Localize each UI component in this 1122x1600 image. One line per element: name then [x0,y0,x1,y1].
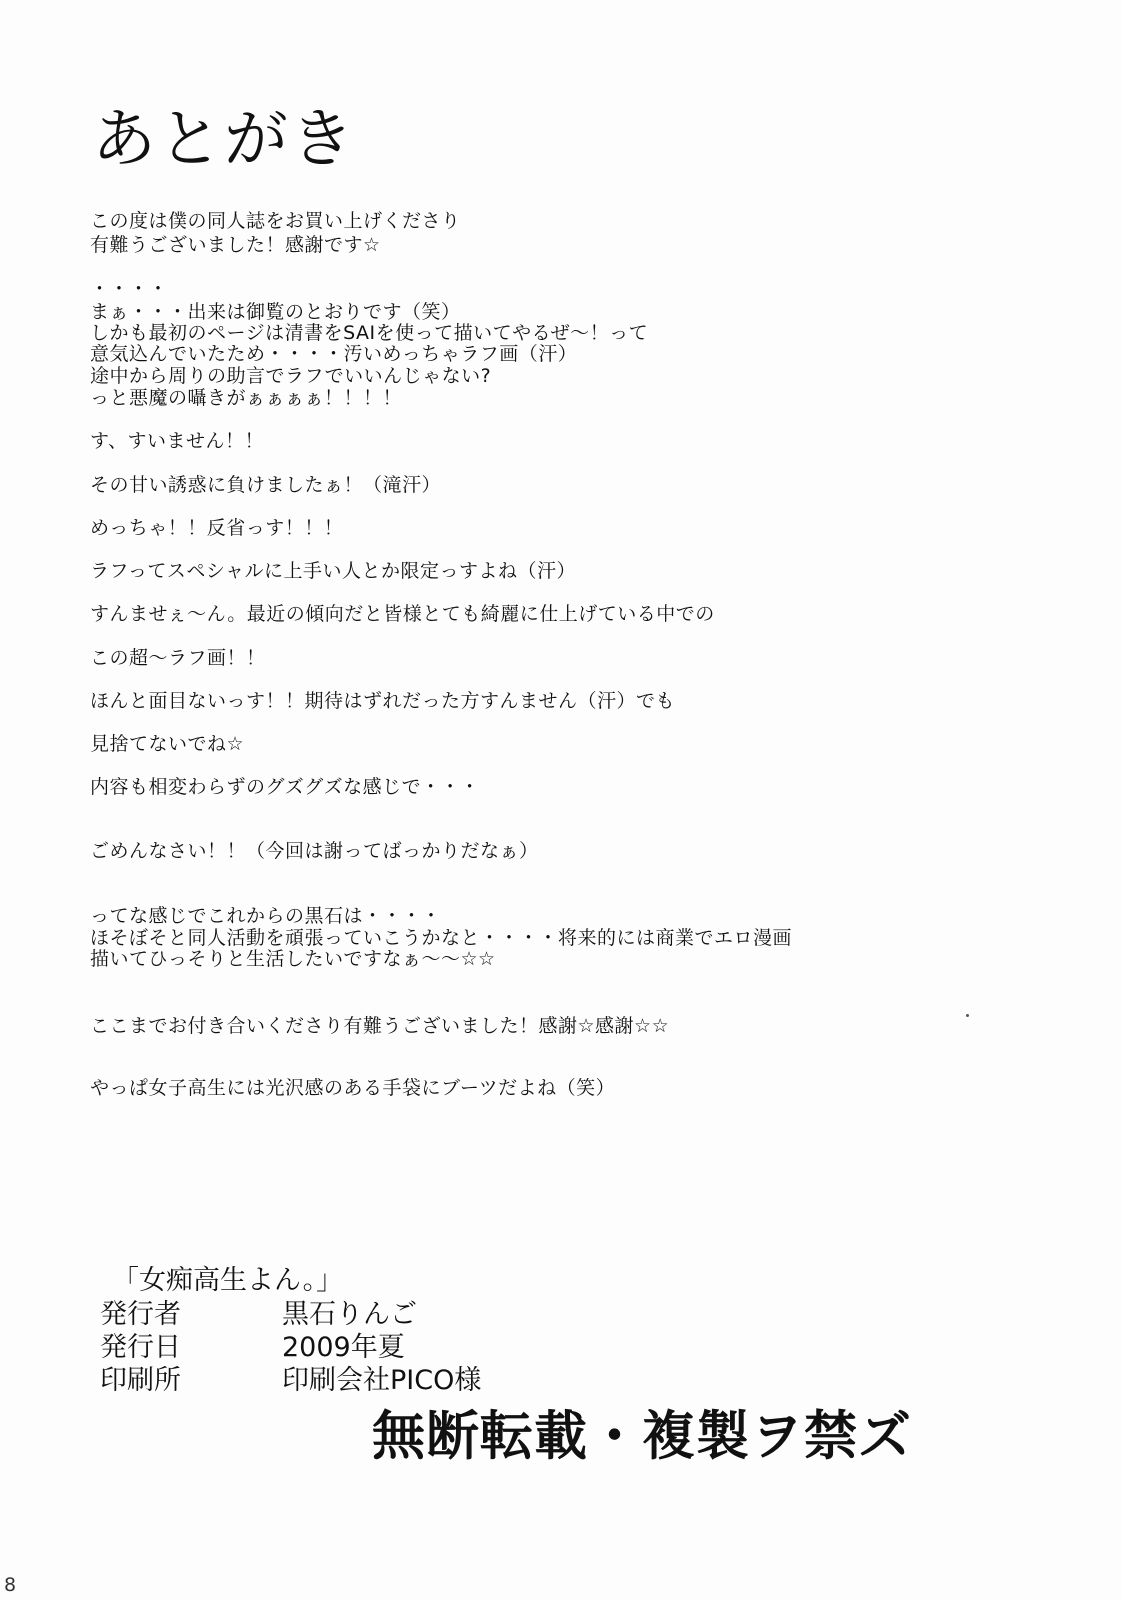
body-line: す、すいません！！ [90,430,264,452]
body-line: ってな感じでこれからの黒石は・・・・ [90,905,442,927]
body-line: 見捨てないでね☆ [90,733,245,755]
page-number: 8 [4,1574,17,1596]
body-line: ラフってスペシャルに上手い人とか限定っすよね（汗） [90,560,576,582]
colophon-value: 2009年夏 [282,1332,405,1363]
body-line: ほそぼそと同人活動を頑張っていこうかなと・・・・将来的には商業でエロ漫画 [90,927,793,949]
colophon-value: 黒石りんご [282,1299,417,1330]
body-line: めっちゃ！！反省っす！！！ [90,517,344,539]
body-line: 描いてひっそりと生活したいですなぁ～～☆☆ [90,948,496,970]
body-line: この度は僕の同人誌をお買い上げくださり [90,210,461,232]
body-line: やっぱ女子高生には光沢感のある手袋にブーツだよね（笑） [90,1077,616,1099]
body-line: 意気込んでいたため・・・・汚いめっちゃラフ画（汗） [90,343,578,365]
body-line: しかも最初のページは清書をSAIを使って描いてやるぜ～！って [90,322,649,344]
body-line: 有難うございました！感謝です☆ [90,234,381,256]
page-title: あとがき [92,103,356,177]
body-line: 内容も相変わらずのグズグズな感じで・・・ [90,776,480,798]
body-line: この超～ラフ画！！ [90,647,266,669]
body-line: ほんと面目ないっす！！期待はずれだった方すんません（汗）でも [90,690,676,712]
colophon-label: 印刷所 [100,1365,181,1396]
colophon-book-title: 「女痴高生よん。」 [112,1265,344,1296]
body-line: っと悪魔の囁きがぁぁぁぁ！！！！ [90,387,403,409]
copyright-notice: 無断転載・複製ヲ禁ズ [372,1406,912,1467]
body-line: その甘い誘惑に負けましたぁ！（滝汗） [90,474,442,496]
body-line: すんませぇ～ん。最近の傾向だと皆様とても綺麗に仕上げている中での [90,603,715,625]
colophon-label: 発行者 [100,1299,181,1330]
body-line: ・・・・ [90,278,169,300]
colophon-label: 発行日 [100,1332,181,1363]
body-line: 途中から周りの助言でラフでいいんじゃない? [90,365,492,387]
scan-speck [966,1014,969,1017]
body-line: ここまでお付き合いくださり有難うございました！感謝☆感謝☆☆ [90,1015,670,1037]
body-line: まぁ・・・出来は御覧のとおりです（笑） [90,301,461,323]
body-line: ごめんなさい！！（今回は謝ってばっかりだなぁ） [90,840,539,862]
colophon-value: 印刷会社PICO様 [282,1365,482,1396]
